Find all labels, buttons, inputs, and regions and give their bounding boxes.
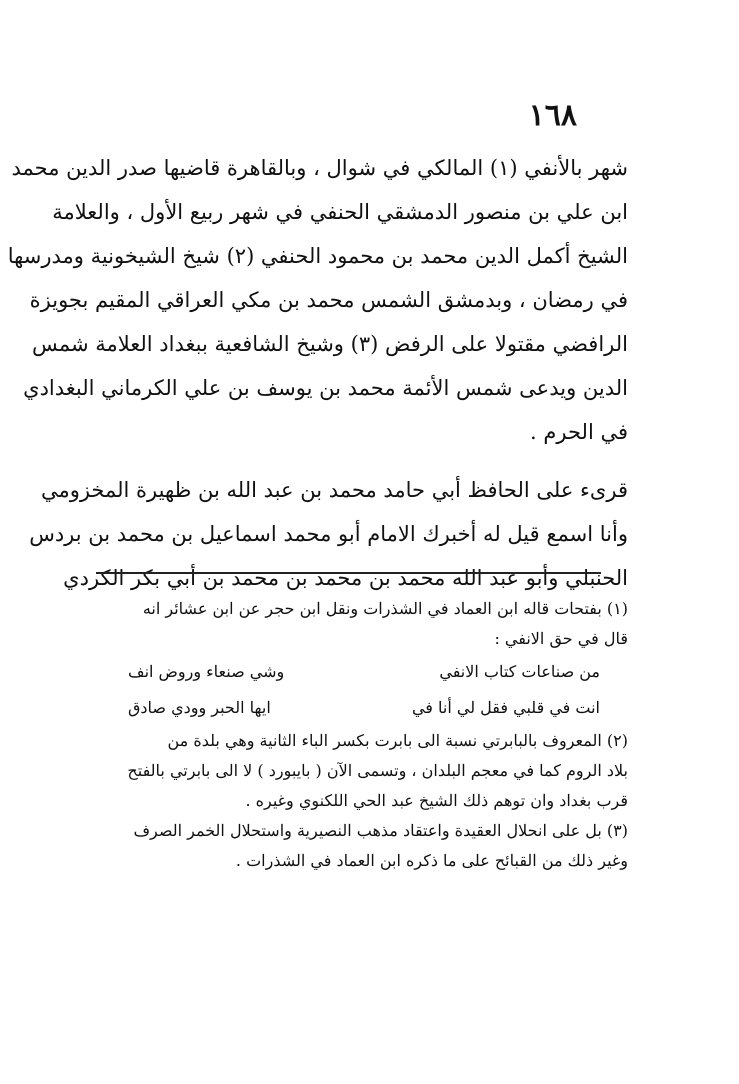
footnote-divider <box>96 572 601 574</box>
main-text <box>7 146 628 600</box>
text-line: في رمضان ، وبدمشق الشمس محمد بن مكي العراقي المقيم بجويزة <box>29 288 628 312</box>
paragraph-1 <box>7 146 628 454</box>
text-line: قرىء على الحافظ أبي حامد محمد بن عبد الله بن ظهيرة المخزومي <box>40 478 628 502</box>
text-line: شهر بالأنفي (١) المالكي في شوال ، وبالقاهرة قاضيها صدر الدين محمد <box>11 156 628 180</box>
footnote-line: (١) بفتحات قاله ابن العماد في الشذرات ونقل ابن حجر عن ابن عشائر انه <box>142 599 628 618</box>
text-line: الشيخ أكمل الدين محمد بن محمود الحنفي (٢) شيخ الشيخونية ومدرسها <box>7 244 628 268</box>
verse-second-hemistich: وشي صنعاء وروض انف <box>128 662 285 681</box>
footnote-line: بلاد الروم كما في معجم البلدان ، وتسمى الآن ( بايبورد ) لا الى بابرتي بالفتح <box>127 761 628 780</box>
text-line: وأنا اسمع قيل له أخبرك الامام أبو محمد اسماعيل بن محمد بن بردس <box>29 522 628 546</box>
footnote-line: وغير ذلك من القبائح على ما ذكره ابن العماد في الشذرات . <box>235 851 628 870</box>
verse-row <box>88 654 628 690</box>
paragraph-gap <box>88 454 628 468</box>
text-line: الحنبلي وأبو عبد الله محمد بن محمد بن محمد بن أبي بكر الكردي <box>63 566 628 590</box>
paragraph-2 <box>29 468 628 600</box>
footnote-2 <box>88 726 628 816</box>
verse-second-hemistich: ايها الحبر وودي صادق <box>128 698 271 717</box>
text-line: الرافضي مقتولا على الرفض (٣) وشيخ الشافعية ببغداد العلامة شمس <box>32 332 628 356</box>
footnote-line: (٢) المعروف بالبابرتي نسبة الى بابرت بكسر الباء الثانية وهي بلدة من <box>167 731 628 750</box>
text-line: الدين ويدعى شمس الأئمة محمد بن يوسف بن علي الكرماني البغدادي <box>23 376 628 400</box>
footnote-line: قرب بغداد وان توهم ذلك الشيخ عبد الحي اللكنوي وغيره . <box>245 791 628 810</box>
verse-first-hemistich: انت في قلبي فقل لي أنا في <box>411 698 600 717</box>
text-line: في الحرم . <box>530 420 628 444</box>
footnote-line: (٣) بل على انحلال العقيدة واعتقاد مذهب النصيرية واستحلال الخمر الصرف <box>133 821 628 840</box>
footnote-line: قال في حق الانفي : <box>494 629 628 648</box>
verse-first-hemistich: من صناعات كتاب الانفي <box>439 662 600 681</box>
footnote-1 <box>88 594 628 726</box>
text-line: ابن علي بن منصور الدمشقي الحنفي في شهر ربيع الأول ، والعلامة <box>52 200 628 224</box>
page-number: ١٦٨ <box>528 98 577 133</box>
footnote-3 <box>88 816 628 876</box>
footnotes <box>88 594 628 876</box>
verse-row <box>88 690 628 726</box>
